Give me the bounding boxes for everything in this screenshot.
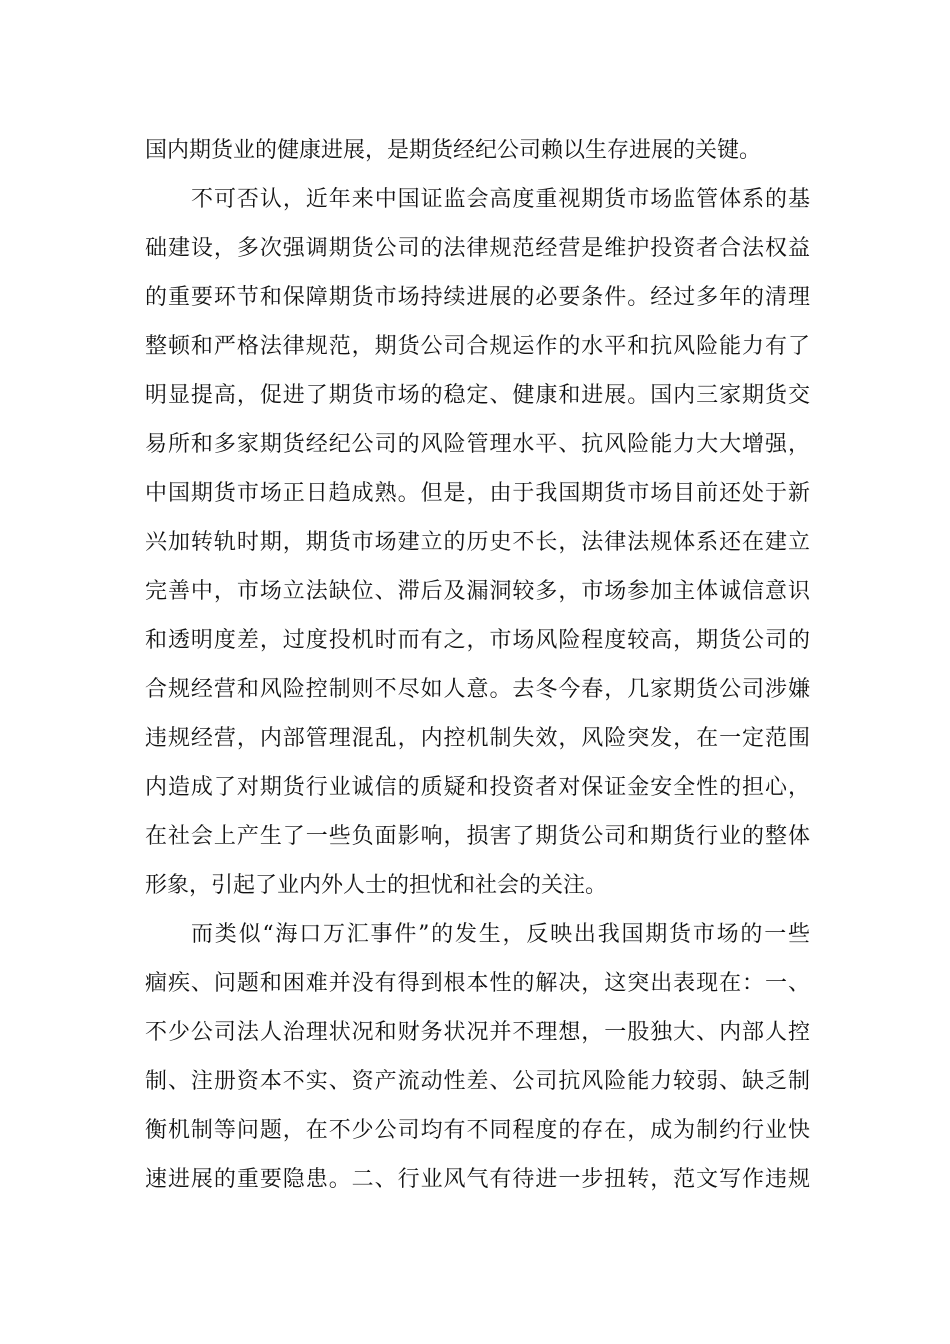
text-line: 速进展的重要隐患。二、行业风气有待进一步扭转，范文写作违规 [145,1167,810,1192]
text-line-paragraph-end: 国内期货业的健康进展，是期货经纪公司赖以生存进展的关键。 [145,138,762,163]
text-line: 在社会上产生了一些负面影响，损害了期货公司和期货行业的整体 [145,824,810,849]
text-line: 兴加转轨时期，期货市场建立的历史不长，法律法规体系还在建立 [145,530,810,555]
text-line: 完善中，市场立法缺位、滞后及漏洞较多，市场参加主体诚信意识 [145,579,810,604]
text-line: 整顿和严格法律规范，期货公司合规运作的水平和抗风险能力有了 [145,334,810,359]
text-line: 的重要环节和保障期货市场持续进展的必要条件。经过多年的清理 [145,285,810,310]
text-line: 易所和多家期货经纪公司的风险管理水平、抗风险能力大大增强， [145,432,810,457]
text-line: 痼疾、问题和困难并没有得到根本性的解决，这突出表现在：一、 [145,971,810,996]
text-line: 违规经营，内部管理混乱，内控机制失效，风险突发，在一定范围 [145,726,810,751]
text-line: 合规经营和风险控制则不尽如人意。去冬今春，几家期货公司涉嫌 [145,677,810,702]
text-line: 衡机制等问题，在不少公司均有不同程度的存在，成为制约行业快 [145,1118,810,1143]
text-line: 不少公司法人治理状况和财务状况并不理想，一股独大、内部人控 [145,1020,810,1045]
text-line: 明显提高，促进了期货市场的稳定、健康和进展。国内三家期货交 [145,383,810,408]
text-line-paragraph-start: 而类似“海口万汇事件”的发生，反映出我国期货市场的一些 [191,922,810,947]
text-line: 制、注册资本不实、资产流动性差、公司抗风险能力较弱、缺乏制 [145,1069,810,1094]
text-line-paragraph-start: 不可否认，近年来中国证监会高度重视期货市场监管体系的基 [191,187,810,212]
text-line: 中国期货市场正日趋成熟。但是，由于我国期货市场目前还处于新 [145,481,810,506]
text-line: 和透明度差，过度投机时而有之，市场风险程度较高，期货公司的 [145,628,810,653]
text-line: 内造成了对期货行业诚信的质疑和投资者对保证金安全性的担心， [145,775,810,800]
text-line-paragraph-end: 形象，引起了业内外人士的担忧和社会的关注。 [145,873,608,898]
text-line: 础建设，多次强调期货公司的法律规范经营是维护投资者合法权益 [145,236,810,261]
